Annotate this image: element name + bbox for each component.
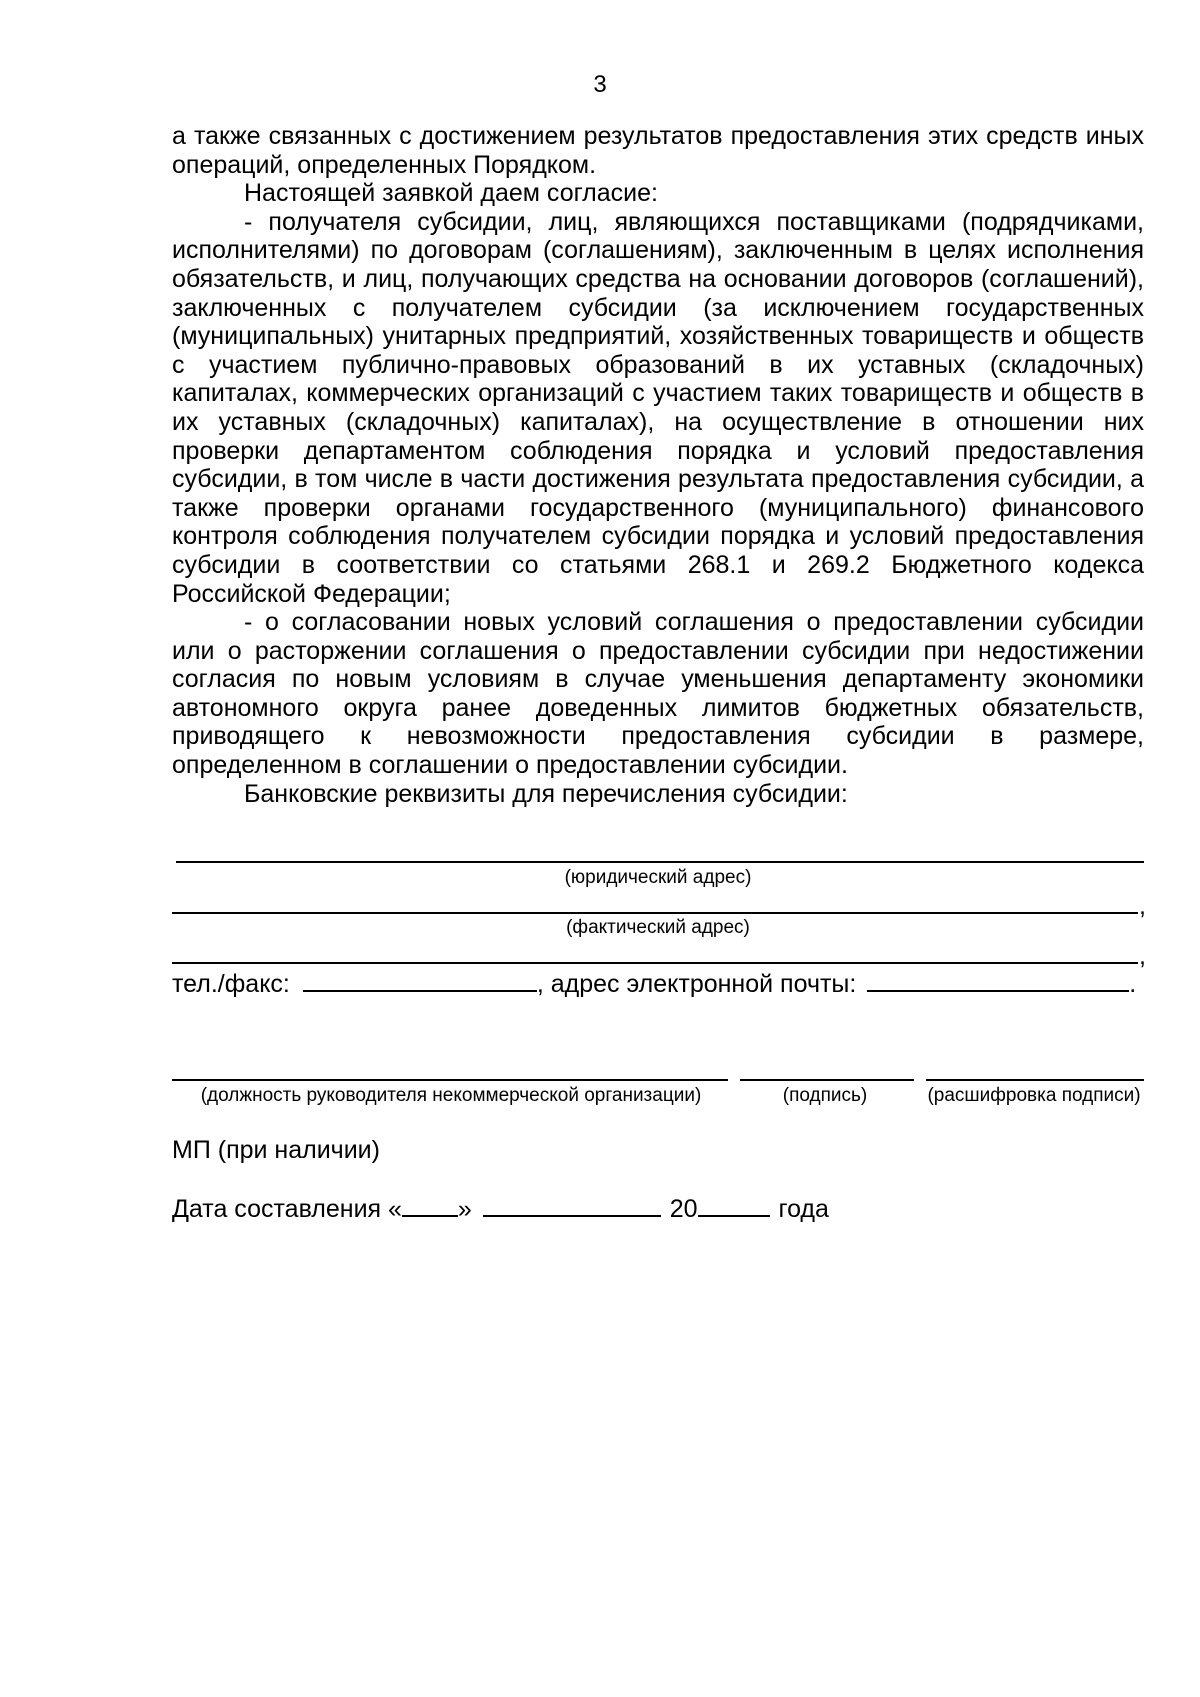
phone-fax-label: тел./факс: [172,970,290,998]
document-body [172,122,1144,808]
legal-address-comma: , [1139,892,1146,920]
paragraph-consent-agreement: - о согласовании новых условий соглашения о предоставлении субсидии или о расторжении соглашения о предоставлении субсидии при недостижении согласия по новым условиям в случае уменьшения департаменту экономики автономного округа ранее доведенных лимитов бюджетных обязательств, приводящего к невозможности предоставления субсидии в размере, определенном в соглашении о предоставлении субсидии. [172,608,1144,780]
date-row [172,1193,829,1224]
signature-decoding-line[interactable] [926,1079,1144,1081]
page-number: 3 [593,71,607,98]
legal-address-caption: (юридический адрес) [564,867,752,888]
actual-address-caption: (фактический адрес) [566,917,750,938]
email-label: , адрес электронной почты: [536,970,857,998]
position-line[interactable] [172,1079,728,1081]
paragraph-continuation: а также связанных с достижением результатов предоставления этих средств иных операций, определенных Порядком. [172,122,1144,179]
actual-address-comma: , [1139,942,1146,970]
email-field[interactable] [867,968,1129,992]
date-label: Дата составления « [172,1195,402,1223]
year-suffix: года [778,1195,829,1223]
paragraph-bank-details: Банковские реквизиты для перечисления субсидии: [244,779,848,808]
bank-details-line[interactable] [176,861,1144,863]
contact-row [172,968,1152,999]
signature-decoding-caption: (расшифровка подписи) [927,1085,1141,1106]
date-month-field[interactable] [483,1193,661,1217]
date-close-quote: » [457,1195,472,1223]
signature-line[interactable] [740,1079,914,1081]
paragraph-consent-intro: Настоящей заявкой даем согласие: [244,179,658,208]
email-end-period: . [1129,970,1137,998]
paragraph-consent-inspection: - получателя субсидии, лиц, являющихся поставщиками (подрядчиками, исполнителями) по договорам (соглашениям), заключенным в целях исполнения обязательств, и лиц, получающих средства на основании договоров (соглашений), заключенных с получателем субсидии (за исключением государственных (муниципальных) унитарных предприятий, хозяйственных товариществ и обществ с участием публично-правовых образований в их уставных (складочных) капиталах, коммерческих организаций с участием таких товариществ и обществ в их уставных (складочных) капиталах), на осуществление в отношении них проверки департаментом соблюдения порядка и условий предоставления субсидии, в том числе в части достижения результата предоставления субсидии, а также проверки органами государственного (муниципального) финансового контроля соблюдения получателем субсидии порядка и условий предоставления субсидии в соответствии со статьями 268.1 и 269.2 Бюджетного кодекса Российской Федерации; [172,207,1144,608]
year-prefix: 20 [669,1195,698,1223]
date-year-field[interactable] [698,1193,770,1217]
phone-fax-field[interactable] [303,968,537,992]
actual-address-line[interactable] [172,962,1138,964]
signature-caption: (подпись) [782,1085,868,1106]
position-caption: (должность руководителя некоммерческой организации) [200,1085,702,1106]
legal-address-line[interactable] [172,912,1138,914]
date-day-field[interactable] [402,1193,458,1217]
stamp-note: МП (при наличии) [172,1136,380,1164]
